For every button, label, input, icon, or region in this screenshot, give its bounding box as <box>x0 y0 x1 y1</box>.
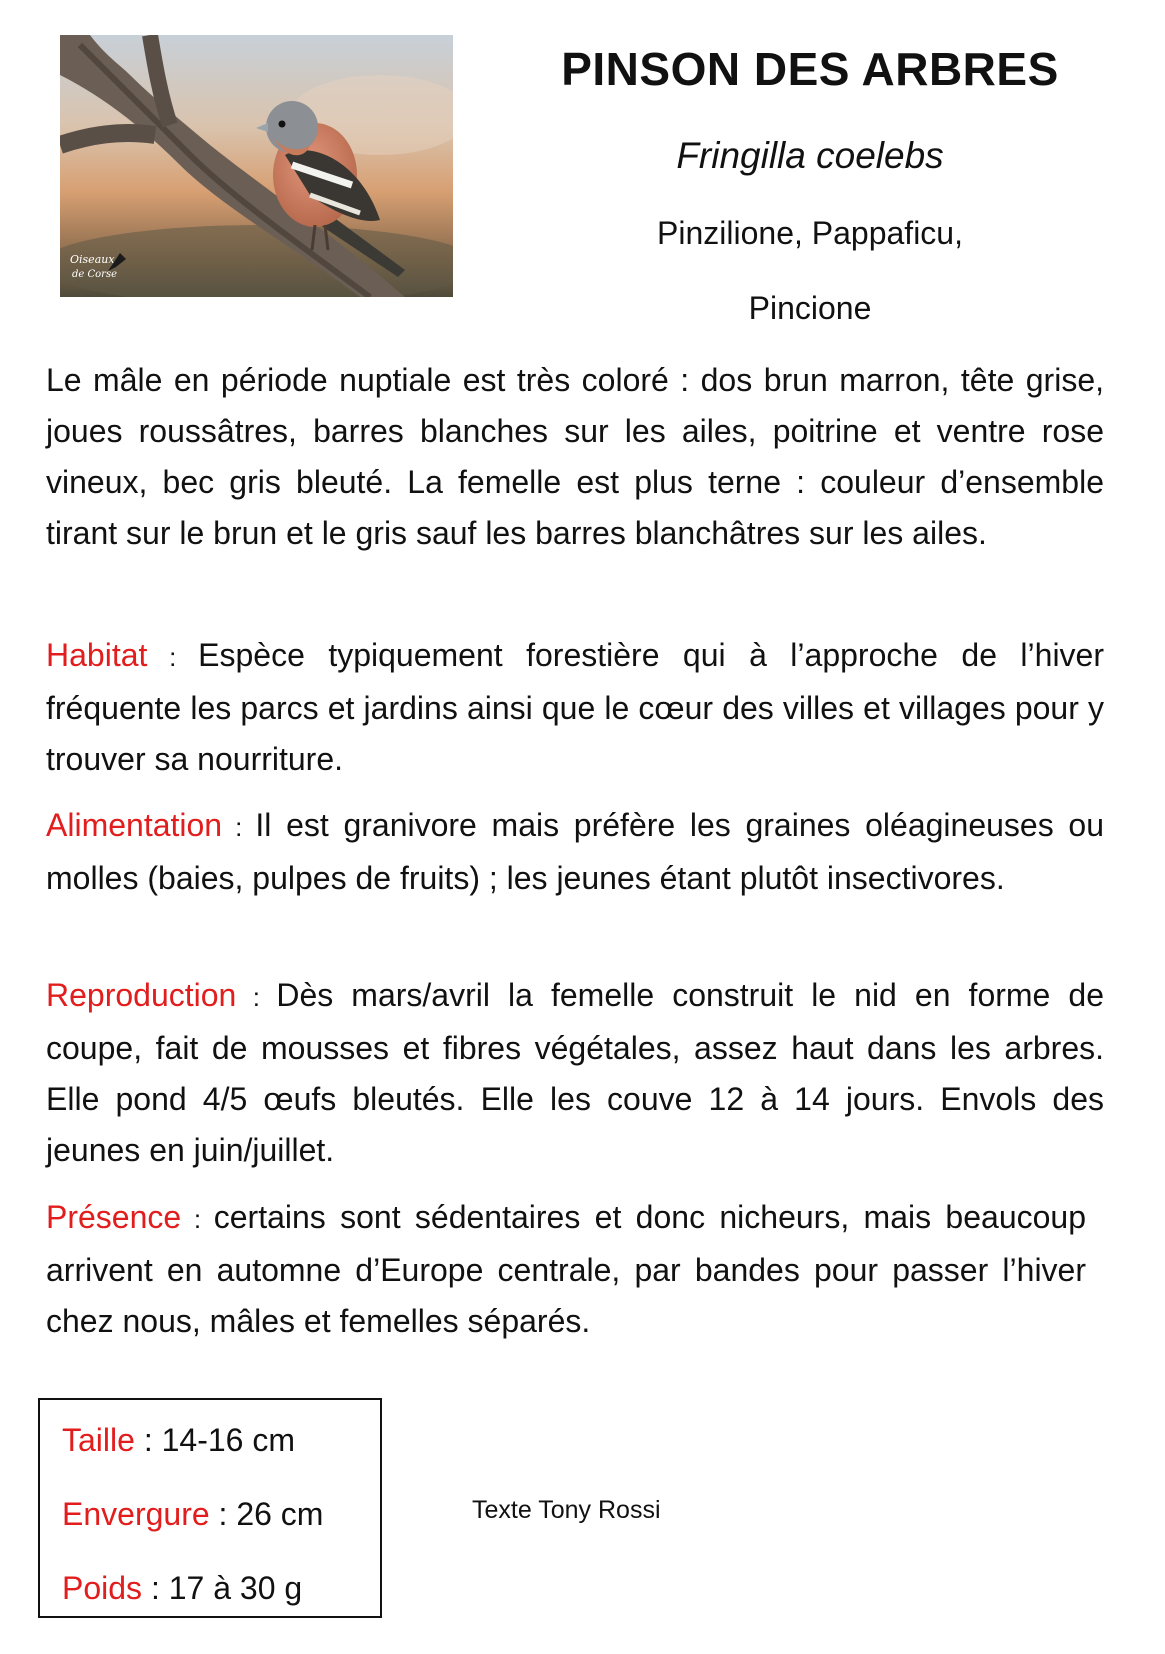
stat-label: Taille <box>62 1422 135 1458</box>
stat-value: 17 à 30 g <box>168 1570 303 1606</box>
watermark-line2: de Corse <box>72 269 117 280</box>
stat-separator: : <box>134 1422 162 1458</box>
stat-label: Envergure <box>62 1496 210 1532</box>
section-text: Espèce typiquement forestière qui à l’approche de l’hiver fréquente les parcs et jardins ainsi que le cœur des villes et villages pour y trouver sa nourriture. <box>46 637 1104 777</box>
chaffinch-image <box>60 35 453 297</box>
description-paragraph: Le mâle en période nuptiale est très coloré : dos brun marron, tête grise, joues roussâtres, barres blanches sur les ailes, poitrine et ventre rose vineux, bec gris bleuté. La femelle est plus terne : couleur d’ensemble tirant sur le brun et le gris sauf les barres blanchâtres sur les ailes. <box>46 362 1104 551</box>
section-habitat <box>46 630 1104 785</box>
section-separator: : <box>147 642 199 672</box>
section-label: Alimentation <box>46 807 223 843</box>
section-label: Présence <box>46 1199 182 1235</box>
section-alimentation <box>46 800 1104 904</box>
section-separator: : <box>222 812 256 842</box>
section-presence <box>46 1192 1086 1347</box>
stat-value: 14-16 cm <box>161 1422 295 1458</box>
section-text: Il est granivore mais préfère les graines oléagineuses ou molles (baies, pulpes de fruits) ; les jeunes étant plutôt insectivores. <box>46 807 1105 896</box>
section-reproduction <box>46 970 1104 1176</box>
stat-separator: : <box>209 1496 237 1532</box>
author-credit: Texte Tony Rossi <box>472 1496 661 1524</box>
stat-envergure <box>62 1496 323 1533</box>
page-title: PINSON DES ARBRES <box>561 43 1059 95</box>
bird-photo <box>60 35 453 297</box>
local-names-line2: Pincione <box>748 290 872 326</box>
section-separator: : <box>236 982 277 1012</box>
section-separator: : <box>181 1204 214 1234</box>
section-text: Dès mars/avril la femelle construit le nid en forme de coupe, fait de mousses et fibres végétales, assez haut dans les arbres. Elle pond 4/5 œufs bleutés. Elle les couve 12 à 14 jours. Envols des jeunes en juin/juillet. <box>46 977 1105 1168</box>
stat-taille <box>62 1422 295 1459</box>
measurements-box <box>38 1398 382 1618</box>
section-text: certains sont sédentaires et donc nicheurs, mais beaucoup arrivent en automne d’Europe centrale, par bandes pour passer l’hiver chez nous, mâles et femelles séparés. <box>46 1199 1087 1339</box>
latin-name: Fringilla coelebs <box>676 135 944 176</box>
stat-separator: : <box>142 1570 169 1606</box>
watermark-line1: Oiseaux <box>70 253 115 266</box>
section-label: Reproduction <box>46 977 237 1013</box>
stat-label: Poids <box>62 1570 143 1606</box>
section-label: Habitat <box>46 637 148 673</box>
stat-poids <box>62 1570 302 1607</box>
local-names-line1: Pinzilione, Pappaficu, <box>657 215 963 251</box>
stat-value: 26 cm <box>236 1496 324 1532</box>
